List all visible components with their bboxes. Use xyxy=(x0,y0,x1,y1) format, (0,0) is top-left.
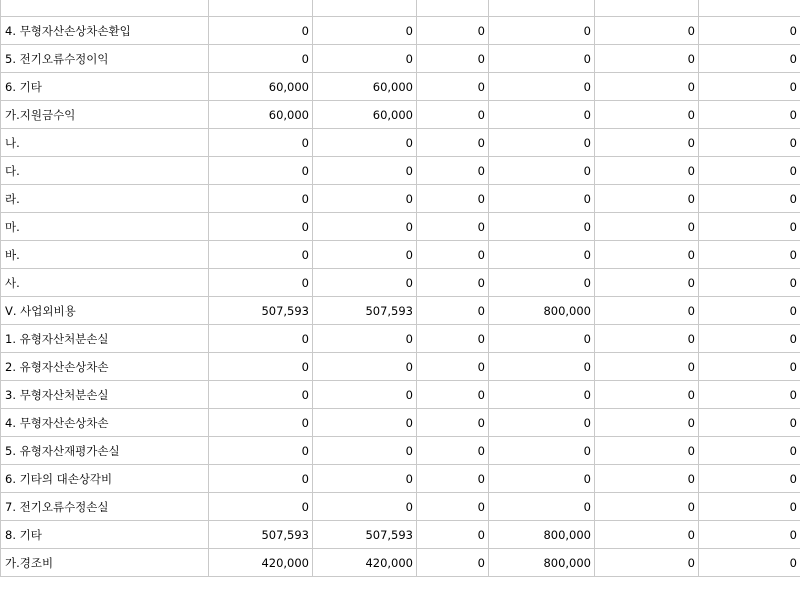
value-cell-col-5: 0 xyxy=(595,45,699,73)
table-row xyxy=(1,73,800,101)
row-label: 3. 무형자산처분손실 xyxy=(1,381,209,409)
value-cell-col-6: 0 xyxy=(699,241,800,269)
value-cell-col-1: 0 xyxy=(209,269,313,297)
table-row xyxy=(1,493,800,521)
value-cell-col-3: 0 xyxy=(417,521,489,549)
value-cell-col-5: 0 xyxy=(595,157,699,185)
row-label: 다. xyxy=(1,157,209,185)
value-cell-col-6: 0 xyxy=(699,185,800,213)
table-row xyxy=(1,157,800,185)
table-row xyxy=(1,129,800,157)
value-cell-col-1: 0 xyxy=(209,437,313,465)
value-cell-col-5: 0 xyxy=(595,269,699,297)
value-cell-col-6: 0 xyxy=(699,325,800,353)
value-cell-col-6: 0 xyxy=(699,465,800,493)
financial-table-body xyxy=(1,0,800,577)
value-cell-col-3: 0 xyxy=(417,241,489,269)
table-row xyxy=(1,185,800,213)
table-row xyxy=(1,17,800,45)
row-label: 6. 기타의 대손상각비 xyxy=(1,465,209,493)
value-cell-col-6: 0 xyxy=(699,297,800,325)
row-label: 5. 유형자산재평가손실 xyxy=(1,437,209,465)
value-cell-col-6: 0 xyxy=(699,381,800,409)
value-cell-col-3 xyxy=(417,0,489,17)
value-cell-col-6: 0 xyxy=(699,129,800,157)
value-cell-col-6: 0 xyxy=(699,17,800,45)
value-cell-col-5: 0 xyxy=(595,129,699,157)
value-cell-col-2: 0 xyxy=(313,241,417,269)
value-cell-col-3: 0 xyxy=(417,129,489,157)
value-cell-col-6: 0 xyxy=(699,409,800,437)
value-cell-col-5: 0 xyxy=(595,325,699,353)
value-cell-col-4: 0 xyxy=(489,185,595,213)
value-cell-col-4: 0 xyxy=(489,101,595,129)
value-cell-col-4: 0 xyxy=(489,213,595,241)
value-cell-col-3: 0 xyxy=(417,381,489,409)
value-cell-col-6: 0 xyxy=(699,549,800,577)
row-label: 1. 유형자산처분손실 xyxy=(1,325,209,353)
value-cell-col-4: 0 xyxy=(489,157,595,185)
value-cell-col-2: 0 xyxy=(313,465,417,493)
value-cell-col-1: 0 xyxy=(209,213,313,241)
value-cell-col-1: 0 xyxy=(209,325,313,353)
value-cell-col-4: 800,000 xyxy=(489,521,595,549)
row-label: 6. 기타 xyxy=(1,73,209,101)
row-label: 4. 무형자산손상차손 xyxy=(1,409,209,437)
value-cell-col-6: 0 xyxy=(699,45,800,73)
table-row xyxy=(1,465,800,493)
value-cell-col-5: 0 xyxy=(595,185,699,213)
value-cell-col-4: 0 xyxy=(489,409,595,437)
table-row xyxy=(1,521,800,549)
table-row xyxy=(1,549,800,577)
table-row xyxy=(1,0,800,17)
table-row xyxy=(1,213,800,241)
table-row xyxy=(1,101,800,129)
value-cell-col-3: 0 xyxy=(417,493,489,521)
value-cell-col-5: 0 xyxy=(595,437,699,465)
value-cell-col-1: 60,000 xyxy=(209,101,313,129)
value-cell-col-3: 0 xyxy=(417,101,489,129)
value-cell-col-4: 0 xyxy=(489,465,595,493)
row-label: 8. 기타 xyxy=(1,521,209,549)
value-cell-col-4: 0 xyxy=(489,73,595,101)
value-cell-col-1 xyxy=(209,0,313,17)
value-cell-col-4: 0 xyxy=(489,381,595,409)
value-cell-col-5: 0 xyxy=(595,101,699,129)
value-cell-col-1: 0 xyxy=(209,45,313,73)
value-cell-col-6: 0 xyxy=(699,73,800,101)
value-cell-col-2: 0 xyxy=(313,157,417,185)
value-cell-col-1: 0 xyxy=(209,381,313,409)
value-cell-col-4 xyxy=(489,0,595,17)
row-label: 나. xyxy=(1,129,209,157)
value-cell-col-2: 0 xyxy=(313,493,417,521)
value-cell-col-3: 0 xyxy=(417,409,489,437)
value-cell-col-3: 0 xyxy=(417,157,489,185)
row-label: 2. 유형자산손상차손 xyxy=(1,353,209,381)
row-label: Ⅴ. 사업외비용 xyxy=(1,297,209,325)
value-cell-col-5: 0 xyxy=(595,213,699,241)
value-cell-col-3: 0 xyxy=(417,353,489,381)
value-cell-col-4: 800,000 xyxy=(489,549,595,577)
row-label: 마. xyxy=(1,213,209,241)
value-cell-col-5: 0 xyxy=(595,73,699,101)
row-label xyxy=(1,0,209,17)
value-cell-col-2: 0 xyxy=(313,213,417,241)
value-cell-col-5: 0 xyxy=(595,493,699,521)
value-cell-col-5: 0 xyxy=(595,409,699,437)
value-cell-col-4: 0 xyxy=(489,45,595,73)
value-cell-col-1: 0 xyxy=(209,241,313,269)
table-row xyxy=(1,381,800,409)
value-cell-col-4: 0 xyxy=(489,17,595,45)
value-cell-col-4: 0 xyxy=(489,129,595,157)
value-cell-col-4: 800,000 xyxy=(489,297,595,325)
value-cell-col-2: 60,000 xyxy=(313,73,417,101)
value-cell-col-5: 0 xyxy=(595,241,699,269)
row-label: 라. xyxy=(1,185,209,213)
value-cell-col-6: 0 xyxy=(699,493,800,521)
value-cell-col-4: 0 xyxy=(489,353,595,381)
table-row xyxy=(1,409,800,437)
value-cell-col-3: 0 xyxy=(417,297,489,325)
value-cell-col-3: 0 xyxy=(417,73,489,101)
value-cell-col-5: 0 xyxy=(595,17,699,45)
value-cell-col-2: 0 xyxy=(313,269,417,297)
value-cell-col-2: 507,593 xyxy=(313,521,417,549)
value-cell-col-3: 0 xyxy=(417,269,489,297)
value-cell-col-1: 0 xyxy=(209,409,313,437)
value-cell-col-2 xyxy=(313,0,417,17)
value-cell-col-2: 0 xyxy=(313,409,417,437)
value-cell-col-6: 0 xyxy=(699,437,800,465)
value-cell-col-1: 60,000 xyxy=(209,73,313,101)
value-cell-col-1: 420,000 xyxy=(209,549,313,577)
value-cell-col-6: 0 xyxy=(699,157,800,185)
value-cell-col-1: 0 xyxy=(209,157,313,185)
value-cell-col-3: 0 xyxy=(417,17,489,45)
value-cell-col-2: 0 xyxy=(313,185,417,213)
value-cell-col-2: 0 xyxy=(313,17,417,45)
value-cell-col-2: 507,593 xyxy=(313,297,417,325)
table-row xyxy=(1,325,800,353)
value-cell-col-1: 0 xyxy=(209,465,313,493)
value-cell-col-3: 0 xyxy=(417,549,489,577)
value-cell-col-3: 0 xyxy=(417,213,489,241)
value-cell-col-4: 0 xyxy=(489,437,595,465)
value-cell-col-2: 420,000 xyxy=(313,549,417,577)
value-cell-col-6 xyxy=(699,0,800,17)
table-row xyxy=(1,45,800,73)
value-cell-col-3: 0 xyxy=(417,45,489,73)
value-cell-col-2: 0 xyxy=(313,353,417,381)
value-cell-col-1: 507,593 xyxy=(209,521,313,549)
value-cell-col-5: 0 xyxy=(595,297,699,325)
table-row xyxy=(1,269,800,297)
value-cell-col-5: 0 xyxy=(595,465,699,493)
value-cell-col-5: 0 xyxy=(595,381,699,409)
value-cell-col-2: 0 xyxy=(313,437,417,465)
value-cell-col-2: 0 xyxy=(313,45,417,73)
row-label: 사. xyxy=(1,269,209,297)
value-cell-col-2: 0 xyxy=(313,325,417,353)
row-label: 가.경조비 xyxy=(1,549,209,577)
row-label: 4. 무형자산손상차손환입 xyxy=(1,17,209,45)
value-cell-col-3: 0 xyxy=(417,437,489,465)
value-cell-col-6: 0 xyxy=(699,269,800,297)
value-cell-col-6: 0 xyxy=(699,353,800,381)
value-cell-col-4: 0 xyxy=(489,241,595,269)
value-cell-col-1: 507,593 xyxy=(209,297,313,325)
value-cell-col-4: 0 xyxy=(489,325,595,353)
value-cell-col-2: 0 xyxy=(313,129,417,157)
value-cell-col-6: 0 xyxy=(699,521,800,549)
value-cell-col-6: 0 xyxy=(699,213,800,241)
row-label: 7. 전기오류수정손실 xyxy=(1,493,209,521)
value-cell-col-2: 60,000 xyxy=(313,101,417,129)
table-row xyxy=(1,437,800,465)
value-cell-col-6: 0 xyxy=(699,101,800,129)
value-cell-col-5: 0 xyxy=(595,521,699,549)
value-cell-col-5: 0 xyxy=(595,549,699,577)
row-label: 가.지원금수익 xyxy=(1,101,209,129)
value-cell-col-4: 0 xyxy=(489,493,595,521)
value-cell-col-3: 0 xyxy=(417,325,489,353)
value-cell-col-3: 0 xyxy=(417,465,489,493)
value-cell-col-1: 0 xyxy=(209,185,313,213)
row-label: 바. xyxy=(1,241,209,269)
value-cell-col-3: 0 xyxy=(417,185,489,213)
value-cell-col-5: 0 xyxy=(595,353,699,381)
table-row xyxy=(1,297,800,325)
table-row xyxy=(1,241,800,269)
value-cell-col-2: 0 xyxy=(313,381,417,409)
row-label: 5. 전기오류수정이익 xyxy=(1,45,209,73)
value-cell-col-1: 0 xyxy=(209,129,313,157)
value-cell-col-1: 0 xyxy=(209,493,313,521)
value-cell-col-5 xyxy=(595,0,699,17)
table-row xyxy=(1,353,800,381)
value-cell-col-4: 0 xyxy=(489,269,595,297)
value-cell-col-1: 0 xyxy=(209,17,313,45)
value-cell-col-1: 0 xyxy=(209,353,313,381)
